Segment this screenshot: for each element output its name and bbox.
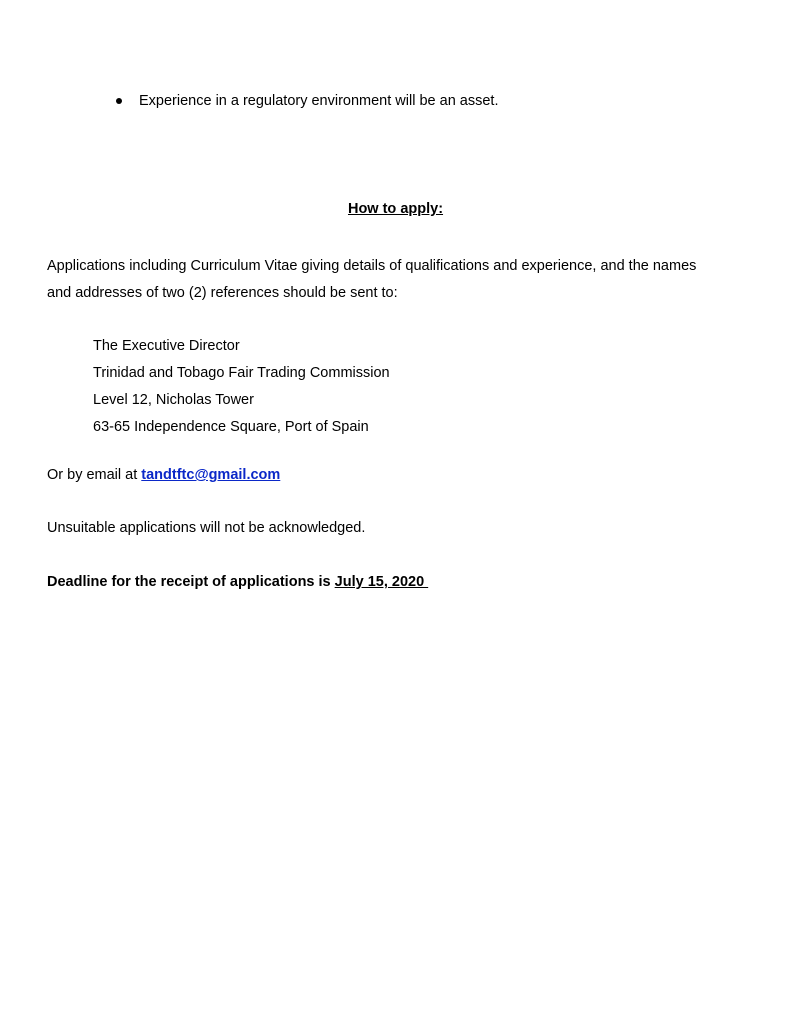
bullet-icon (116, 98, 122, 104)
deadline-line (47, 574, 428, 590)
section-heading: How to apply: (347, 201, 444, 217)
address-line: 63-65 Independence Square, Port of Spain (93, 419, 369, 435)
acknowledgement-note: Unsuitable applications will not be acknowledged. (47, 520, 366, 536)
deadline-prefix: Deadline for the receipt of applications is (47, 574, 335, 590)
mailing-address (93, 333, 390, 441)
email-link[interactable]: tandtftc@gmail.com (141, 467, 281, 483)
address-line: Level 12, Nicholas Tower (93, 392, 254, 408)
email-prefix: Or by email at (47, 467, 142, 483)
bullet-text: Experience in a regulatory environment will be an asset. (139, 93, 499, 109)
email-line (47, 467, 280, 483)
paragraph-line: and addresses of two (2) references should be sent to: (47, 285, 398, 301)
paragraph-line: Applications including Curriculum Vitae giving details of qualifications and experience, and the names (47, 258, 697, 274)
address-line: The Executive Director (93, 338, 240, 354)
deadline-date: July 15, 2020 (334, 574, 429, 590)
instructions-paragraph (47, 253, 767, 307)
bullet-list-item (116, 93, 498, 109)
address-line: Trinidad and Tobago Fair Trading Commission (93, 365, 390, 381)
